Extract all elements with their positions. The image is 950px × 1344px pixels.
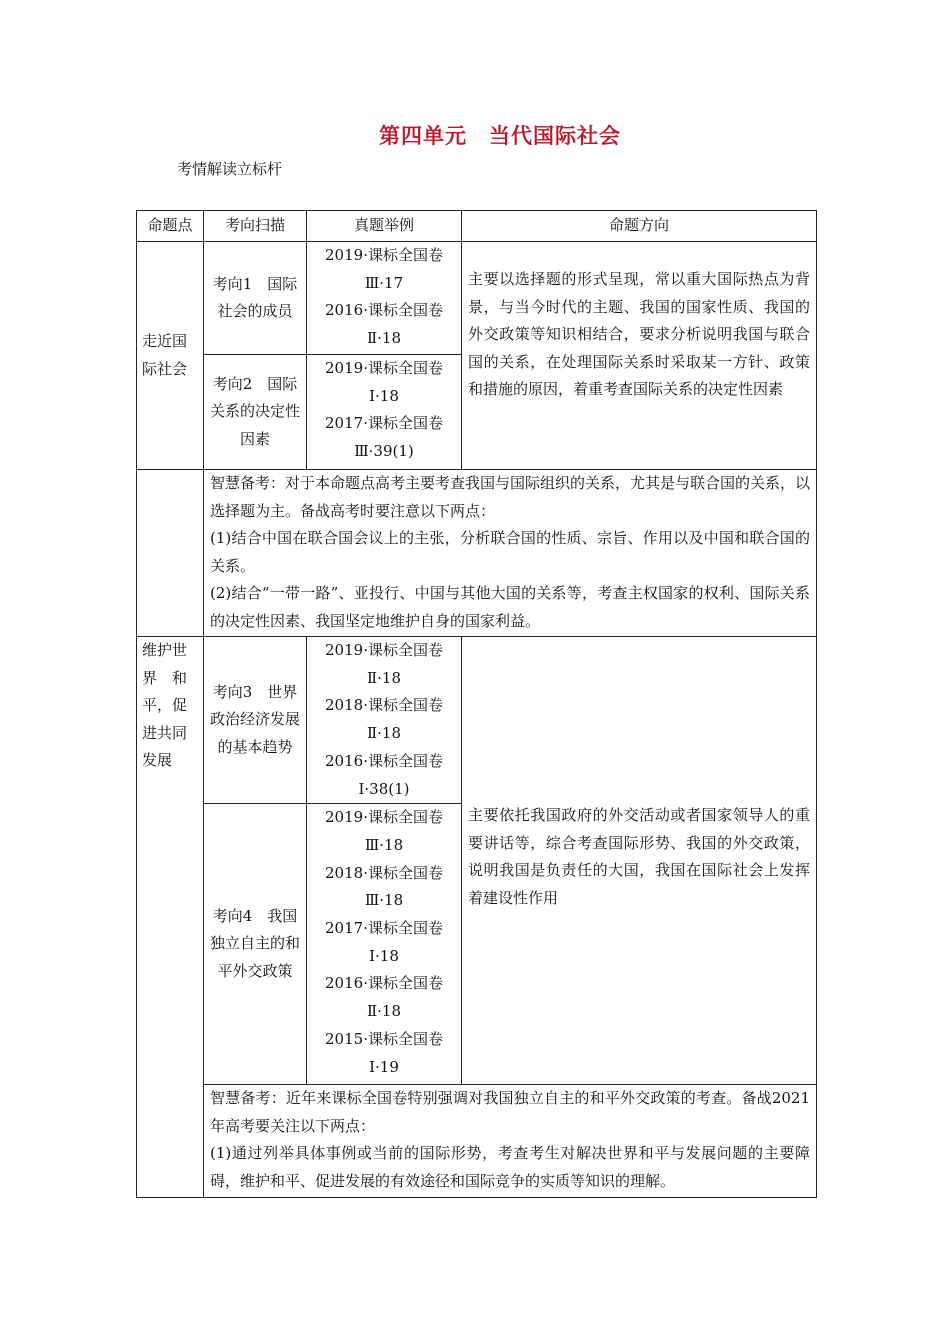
exam-example: 2016·课标全国卷Ⅰ·38(1) — [325, 751, 443, 798]
study-tip: 智慧备考：近年来课标全国卷特别强调对我国独立自主的和平外交政策的考查。备战2021年高考要关注以下两点： — [210, 1089, 810, 1135]
exam-example: 2019·课标全国卷Ⅱ·18 — [325, 641, 443, 687]
table-row — [137, 470, 817, 637]
example-cell — [307, 242, 462, 355]
study-tips-cell — [204, 1085, 817, 1198]
header-cell: 真题举例 — [307, 211, 462, 242]
direction-label-cell: 考向4 我国独立自主的和平外交政策 — [204, 804, 307, 1085]
study-tip: (2)结合“一带一路”、亚投行、中国与其他大国的关系等，考查主权国家的权利、国际关系的决定性因素、我国坚定地维护自身的国家利益。 — [210, 584, 810, 630]
study-tip: 智慧备考：对于本命题点高考主要考查我国与国际组织的关系，尤其是与联合国的关系，以选择题为主。备战高考时要注意以下两点： — [210, 474, 811, 520]
exam-example: 2016·课标全国卷Ⅱ·18 — [325, 301, 443, 348]
exam-analysis-table — [136, 210, 817, 1198]
study-tip: (1)通过列举具体事例或当前的国际形势，考查考生对解决世界和平与发展问题的主要障碍，维护和平、促进发展的有效途径和国际竞争的实质等知识的理解。 — [210, 1144, 810, 1190]
exam-example: 2017·课标全国卷Ⅲ·39(1) — [325, 414, 443, 461]
example-cell — [307, 637, 462, 804]
example-cell — [307, 355, 462, 470]
direction-label-cell: 考向3 世界政治经济发展的基本趋势 — [204, 637, 307, 804]
study-tip: (1)结合中国在联合国会议上的主张，分析联合国的性质、宗旨、作用以及中国和联合国的关系。 — [210, 529, 810, 575]
page-title: 第四单元 当代国际社会 — [379, 124, 621, 148]
table-row — [137, 1085, 817, 1198]
table-row — [137, 242, 817, 355]
direction-label-cell: 考向1 国际社会的成员 — [204, 242, 307, 355]
topic-point-cell: 走近国际社会 — [137, 242, 204, 470]
example-cell — [307, 804, 462, 1085]
page-subtitle: 考情解读立标杆 — [177, 160, 283, 178]
exam-example: 2018·课标全国卷Ⅱ·18 — [325, 696, 443, 743]
table-row — [137, 637, 817, 804]
empty-cell — [137, 470, 204, 637]
table-header-row — [137, 211, 817, 242]
exam-example: 2019·课标全国卷Ⅲ·17 — [325, 246, 443, 292]
topic-point-cell: 维护世界 和平，促进共同发展 — [137, 637, 204, 1198]
header-cell: 考向扫描 — [204, 211, 307, 242]
exam-example: 2015·课标全国卷Ⅰ·19 — [325, 1029, 443, 1076]
direction-text-cell: 主要依托我国政府的外交活动或者国家领导人的重要讲话等，综合考查国际形势、我国的外交政策，说明我国是负责任的大国，我国在国际社会上发挥着建设性作用 — [462, 637, 817, 1085]
exam-example: 2019·课标全国卷Ⅲ·18 — [325, 808, 443, 854]
exam-example: 2016·课标全国卷Ⅱ·18 — [325, 974, 443, 1021]
header-cell: 命题方向 — [462, 211, 817, 242]
study-tips-cell — [204, 470, 817, 637]
exam-example: 2017·课标全国卷Ⅰ·18 — [325, 919, 443, 965]
header-cell: 命题点 — [137, 211, 204, 242]
exam-example: 2019·课标全国卷Ⅰ·18 — [325, 359, 443, 405]
exam-example: 2018·课标全国卷Ⅲ·18 — [325, 863, 443, 910]
direction-label-cell: 考向2 国际关系的决定性因素 — [204, 355, 307, 470]
direction-text-cell: 主要以选择题的形式呈现，常以重大国际热点为背景，与当今时代的主题、我国的国家性质、我国的外交政策等知识相结合，要求分析说明我国与联合国的关系，在处理国际关系时采取某一方针、政策和措施的原因，着重考查国际关系的决定性因素 — [462, 242, 817, 470]
